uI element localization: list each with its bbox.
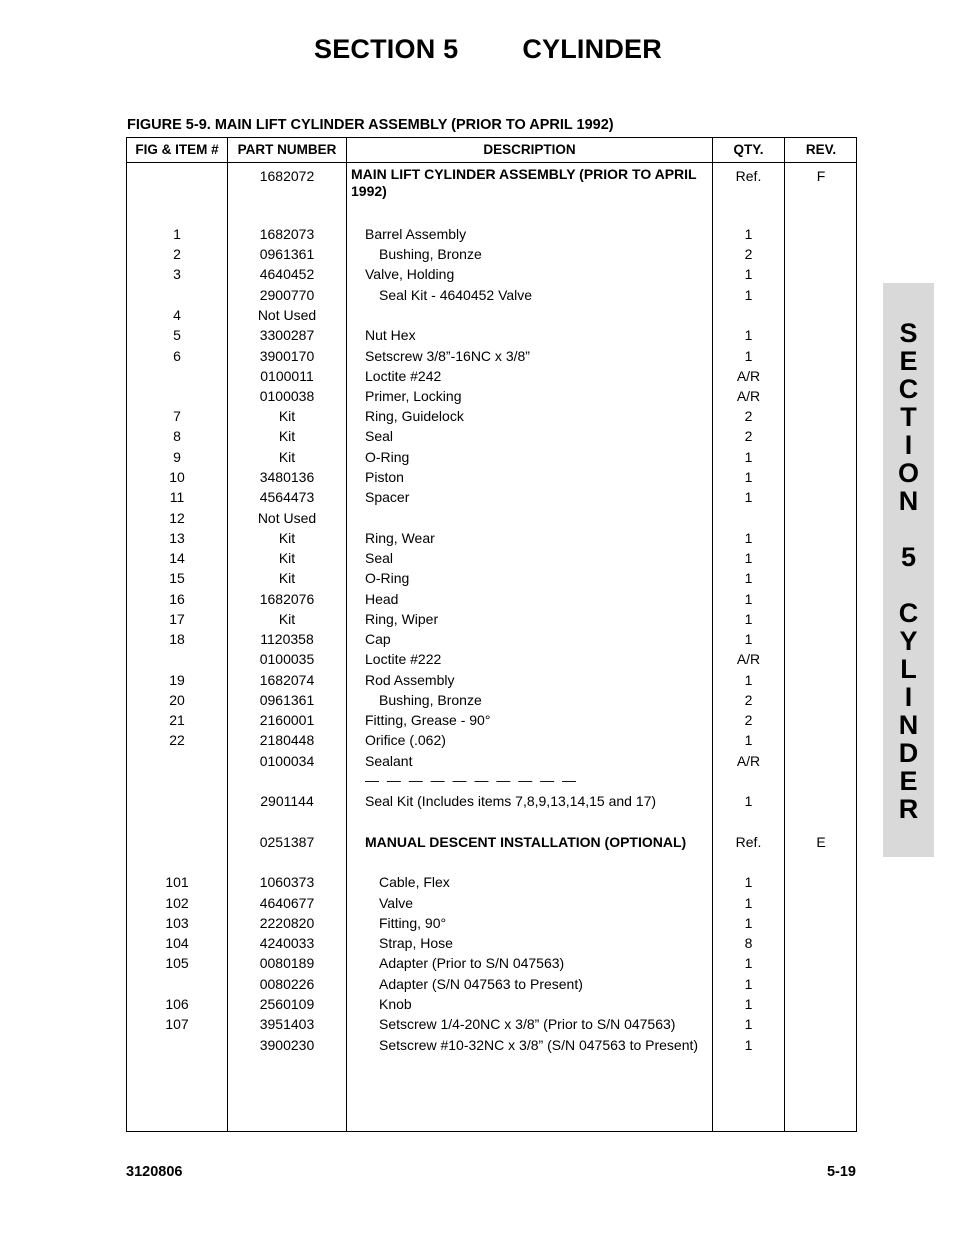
fig-item-cell: 103 <box>165 915 189 931</box>
fig-item-cell: 6 <box>173 348 181 364</box>
column-header-qty: QTY. <box>733 142 764 157</box>
table-row <box>127 426 856 446</box>
table-row <box>127 366 856 386</box>
part-number-cell: 3951403 <box>259 1016 315 1032</box>
fig-item-cell: 5 <box>173 327 181 343</box>
qty-cell: 2 <box>744 692 753 708</box>
section-name: CYLINDER <box>522 34 662 64</box>
description-cell: Rod Assembly <box>365 672 455 688</box>
qty-cell: 1 <box>744 266 753 282</box>
section-label: SECTION 5 <box>314 34 459 64</box>
part-number-cell: 1682072 <box>259 168 315 184</box>
table-row <box>127 933 856 953</box>
part-number-cell: 1682073 <box>259 226 315 242</box>
qty-cell: A/R <box>736 651 761 667</box>
part-number-cell: 2220820 <box>259 915 315 931</box>
fig-item-cell: 106 <box>165 996 189 1012</box>
side-tab-letter: O <box>897 458 919 488</box>
table-row <box>127 166 856 199</box>
qty-cell: 2 <box>744 408 753 424</box>
qty-cell: 1 <box>744 915 753 931</box>
fig-item-cell: 18 <box>169 631 185 647</box>
table-row <box>127 264 856 284</box>
side-tab-letter: I <box>904 430 913 460</box>
parts-table <box>126 137 857 1132</box>
side-tab-letter: L <box>900 654 917 684</box>
part-number-cell: Kit <box>278 408 296 424</box>
description-cell: Strap, Hose <box>379 935 453 951</box>
fig-item-cell: 1 <box>173 226 181 242</box>
description-cell: MAIN LIFT CYLINDER ASSEMBLY (PRIOR TO APRIL 1992) <box>351 166 697 199</box>
description-cell: Fitting, Grease - 90° <box>365 712 491 728</box>
qty-cell: 1 <box>744 348 753 364</box>
rev-cell: E <box>816 834 826 850</box>
part-number-cell: 1060373 <box>259 874 315 890</box>
description-cell: Nut Hex <box>365 327 416 343</box>
qty-cell: 1 <box>744 469 753 485</box>
qty-cell: 1 <box>744 976 753 992</box>
part-number-cell: 0080226 <box>259 976 315 992</box>
description-cell: Sealant <box>365 753 413 769</box>
table-row <box>127 872 856 892</box>
qty-cell: 2 <box>744 246 753 262</box>
part-number-cell: 0961361 <box>259 692 315 708</box>
description-cell: Adapter (S/N 047563 to Present) <box>379 976 583 992</box>
side-tab-letter: E <box>899 766 918 796</box>
part-number-cell: Not Used <box>257 510 317 526</box>
qty-cell: 1 <box>744 550 753 566</box>
qty-cell: 8 <box>744 935 753 951</box>
part-number-cell: 0100035 <box>259 651 315 667</box>
table-row <box>127 528 856 548</box>
description-cell: Setscrew 1/4-20NC x 3/8” (Prior to S/N 047563) <box>379 1016 676 1032</box>
side-tab-letter: E <box>899 346 918 376</box>
description-cell: Bushing, Bronze <box>379 246 482 262</box>
fig-item-cell: 7 <box>173 408 181 424</box>
section-side-tab <box>883 283 934 857</box>
description-cell: Knob <box>379 996 412 1012</box>
qty-cell: 1 <box>744 570 753 586</box>
fig-item-cell: 11 <box>169 489 185 505</box>
table-row <box>127 710 856 730</box>
part-number-cell: 1682074 <box>259 672 315 688</box>
table-row <box>127 346 856 366</box>
part-number-cell: Kit <box>278 550 296 566</box>
qty-cell: 1 <box>744 226 753 242</box>
description-cell: Setscrew 3/8”-16NC x 3/8” <box>365 348 530 364</box>
fig-item-cell: 20 <box>169 692 185 708</box>
table-row <box>127 467 856 487</box>
table-row <box>127 751 856 771</box>
part-number-cell: 0251387 <box>259 834 315 850</box>
side-tab-letter: T <box>900 402 917 432</box>
fig-item-cell: 9 <box>173 449 181 465</box>
qty-cell: 1 <box>744 732 753 748</box>
qty-cell: 1 <box>744 874 753 890</box>
table-row <box>127 690 856 710</box>
header-divider <box>127 162 856 163</box>
part-number-cell: 3900170 <box>259 348 315 364</box>
qty-cell: 1 <box>744 996 753 1012</box>
side-tab-letter: C <box>898 598 919 628</box>
description-cell: Ring, Wiper <box>365 611 439 627</box>
description-cell: Cap <box>365 631 391 647</box>
table-row <box>127 305 856 325</box>
part-number-cell: 0100011 <box>260 368 314 384</box>
description-cell: Valve <box>379 895 413 911</box>
description-cell: Setscrew #10-32NC x 3/8” (S/N 047563 to Present) <box>379 1037 699 1053</box>
table-row <box>127 447 856 467</box>
fig-item-cell: 12 <box>169 510 185 526</box>
qty-cell: A/R <box>736 753 761 769</box>
qty-cell: 1 <box>744 287 753 303</box>
side-tab-letter: 5 <box>900 542 917 572</box>
fig-item-cell: 107 <box>165 1016 189 1032</box>
table-row <box>127 770 856 790</box>
column-header-rev: REV. <box>805 142 837 157</box>
part-number-cell: 0100034 <box>259 753 315 769</box>
fig-item-cell: 10 <box>169 469 185 485</box>
part-number-cell: 3900230 <box>259 1037 315 1053</box>
part-number-cell: 2560109 <box>259 996 315 1012</box>
fig-item-cell: 15 <box>169 570 185 586</box>
qty-cell: 1 <box>744 1016 753 1032</box>
part-number-cell: 2180448 <box>259 732 315 748</box>
side-tab-letter: N <box>898 710 919 740</box>
qty-cell: A/R <box>736 388 761 404</box>
qty-cell: 1 <box>744 591 753 607</box>
table-row <box>127 508 856 528</box>
qty-cell: 1 <box>744 611 753 627</box>
qty-cell: 2 <box>744 712 753 728</box>
fig-item-cell: 13 <box>169 530 185 546</box>
side-tab-letter: Y <box>899 626 918 656</box>
qty-cell: 1 <box>744 793 753 809</box>
table-row <box>127 832 856 852</box>
description-cell: Ring, Guidelock <box>365 408 464 424</box>
qty-cell: 1 <box>744 955 753 971</box>
description-cell: O-Ring <box>365 570 410 586</box>
fig-item-cell: 104 <box>165 935 189 951</box>
table-row <box>127 1014 856 1034</box>
table-row <box>127 609 856 629</box>
table-row <box>127 670 856 690</box>
table-row <box>127 994 856 1014</box>
table-row <box>127 589 856 609</box>
description-cell: Ring, Wear <box>365 530 435 546</box>
column-header-part-number: PART NUMBER <box>237 142 337 157</box>
table-row <box>127 568 856 588</box>
table-row <box>127 974 856 994</box>
table-row <box>127 224 856 244</box>
table-row <box>127 487 856 507</box>
description-cell: Adapter (Prior to S/N 047563) <box>379 955 565 971</box>
rev-cell: F <box>816 168 826 184</box>
part-number-cell: Kit <box>278 449 296 465</box>
table-row <box>127 791 856 811</box>
description-cell: Seal Kit (Includes items 7,8,9,13,14,15 and 17) <box>365 793 657 809</box>
side-tab-letter: S <box>899 318 918 348</box>
description-cell: Piston <box>365 469 404 485</box>
fig-item-cell: 101 <box>165 874 189 890</box>
qty-cell: Ref. <box>735 168 762 184</box>
side-tab-letter: I <box>904 682 913 712</box>
part-number-cell: 2901144 <box>260 793 314 809</box>
part-number-cell: 4564473 <box>259 489 315 505</box>
qty-cell: 1 <box>744 327 753 343</box>
table-row <box>127 893 856 913</box>
fig-item-cell: 105 <box>165 955 189 971</box>
qty-cell: 1 <box>744 449 753 465</box>
table-row <box>127 285 856 305</box>
description-cell: Primer, Locking <box>365 388 462 404</box>
part-number-cell: 0961361 <box>259 246 315 262</box>
fig-item-cell: 2 <box>173 246 181 262</box>
page-number: 5-19 <box>826 1164 856 1180</box>
part-number-cell: 4640452 <box>259 266 315 282</box>
qty-cell: Ref. <box>735 834 762 850</box>
column-header-fig-item: FIG & ITEM # <box>135 142 219 157</box>
figure-title: FIGURE 5-9. MAIN LIFT CYLINDER ASSEMBLY (PRIOR TO APRIL 1992) <box>127 117 614 133</box>
table-row <box>127 649 856 669</box>
fig-item-cell: 19 <box>169 672 185 688</box>
side-tab-letter: C <box>898 374 919 404</box>
qty-cell: 1 <box>744 1037 753 1053</box>
part-number-cell: 3300287 <box>259 327 315 343</box>
document-number: 3120806 <box>126 1164 183 1180</box>
table-row <box>127 1035 856 1055</box>
part-number-cell: Kit <box>278 428 296 444</box>
description-cell: Cable, Flex <box>379 874 450 890</box>
qty-cell: 1 <box>744 489 753 505</box>
part-number-cell: 1120358 <box>260 631 314 647</box>
fig-item-cell: 16 <box>169 591 185 607</box>
description-cell: Barrel Assembly <box>365 226 467 242</box>
fig-item-cell: 21 <box>169 712 185 728</box>
fig-item-cell: 14 <box>169 550 185 566</box>
table-row <box>127 325 856 345</box>
table-row <box>127 629 856 649</box>
side-tab-letter: D <box>898 738 919 768</box>
side-tab-letter: N <box>898 486 919 516</box>
description-cell: Spacer <box>365 489 410 505</box>
fig-item-cell: 8 <box>173 428 181 444</box>
qty-cell: 1 <box>744 631 753 647</box>
part-number-cell: Kit <box>278 570 296 586</box>
part-number-cell: 2160001 <box>259 712 315 728</box>
part-number-cell: Kit <box>278 530 296 546</box>
fig-item-cell: 17 <box>169 611 185 627</box>
table-row <box>127 386 856 406</box>
description-cell: Seal <box>365 550 394 566</box>
qty-cell: 1 <box>744 895 753 911</box>
part-number-cell: 0080189 <box>259 955 315 971</box>
part-number-cell: 0100038 <box>259 388 315 404</box>
part-number-cell: 1682076 <box>259 591 315 607</box>
qty-cell: A/R <box>736 368 761 384</box>
description-cell: Fitting, 90° <box>379 915 447 931</box>
table-row <box>127 730 856 750</box>
table-row <box>127 953 856 973</box>
qty-cell: 1 <box>744 672 753 688</box>
description-cell: Seal <box>365 428 394 444</box>
description-cell: Loctite #222 <box>365 651 442 667</box>
part-number-cell: 2900770 <box>259 287 315 303</box>
fig-item-cell: 3 <box>173 266 181 282</box>
description-cell: MANUAL DESCENT INSTALLATION (OPTIONAL) <box>365 834 687 850</box>
fig-item-cell: 102 <box>165 895 189 911</box>
table-row <box>127 913 856 933</box>
table-row <box>127 548 856 568</box>
part-number-cell: 4240033 <box>259 935 315 951</box>
side-tab-letter: R <box>898 794 919 824</box>
part-number-cell: 3480136 <box>259 469 315 485</box>
description-cell: Orifice (.062) <box>365 732 446 748</box>
column-header-description: DESCRIPTION <box>483 142 576 157</box>
table-row <box>127 406 856 426</box>
description-cell: Valve, Holding <box>365 266 455 282</box>
part-number-cell: 4640677 <box>259 895 315 911</box>
description-cell: Seal Kit - 4640452 Valve <box>379 287 533 303</box>
description-cell: Head <box>365 591 399 607</box>
section-title <box>314 34 662 65</box>
table-row <box>127 244 856 264</box>
part-number-cell: Not Used <box>257 307 317 323</box>
part-number-cell: Kit <box>278 611 296 627</box>
fig-item-cell: 22 <box>169 732 185 748</box>
description-cell: — — — — — — — — — — <box>365 772 579 788</box>
description-cell: O-Ring <box>365 449 410 465</box>
description-cell: Loctite #242 <box>365 368 442 384</box>
description-cell: Bushing, Bronze <box>379 692 482 708</box>
fig-item-cell: 4 <box>173 307 181 323</box>
qty-cell: 2 <box>744 428 753 444</box>
qty-cell: 1 <box>744 530 753 546</box>
